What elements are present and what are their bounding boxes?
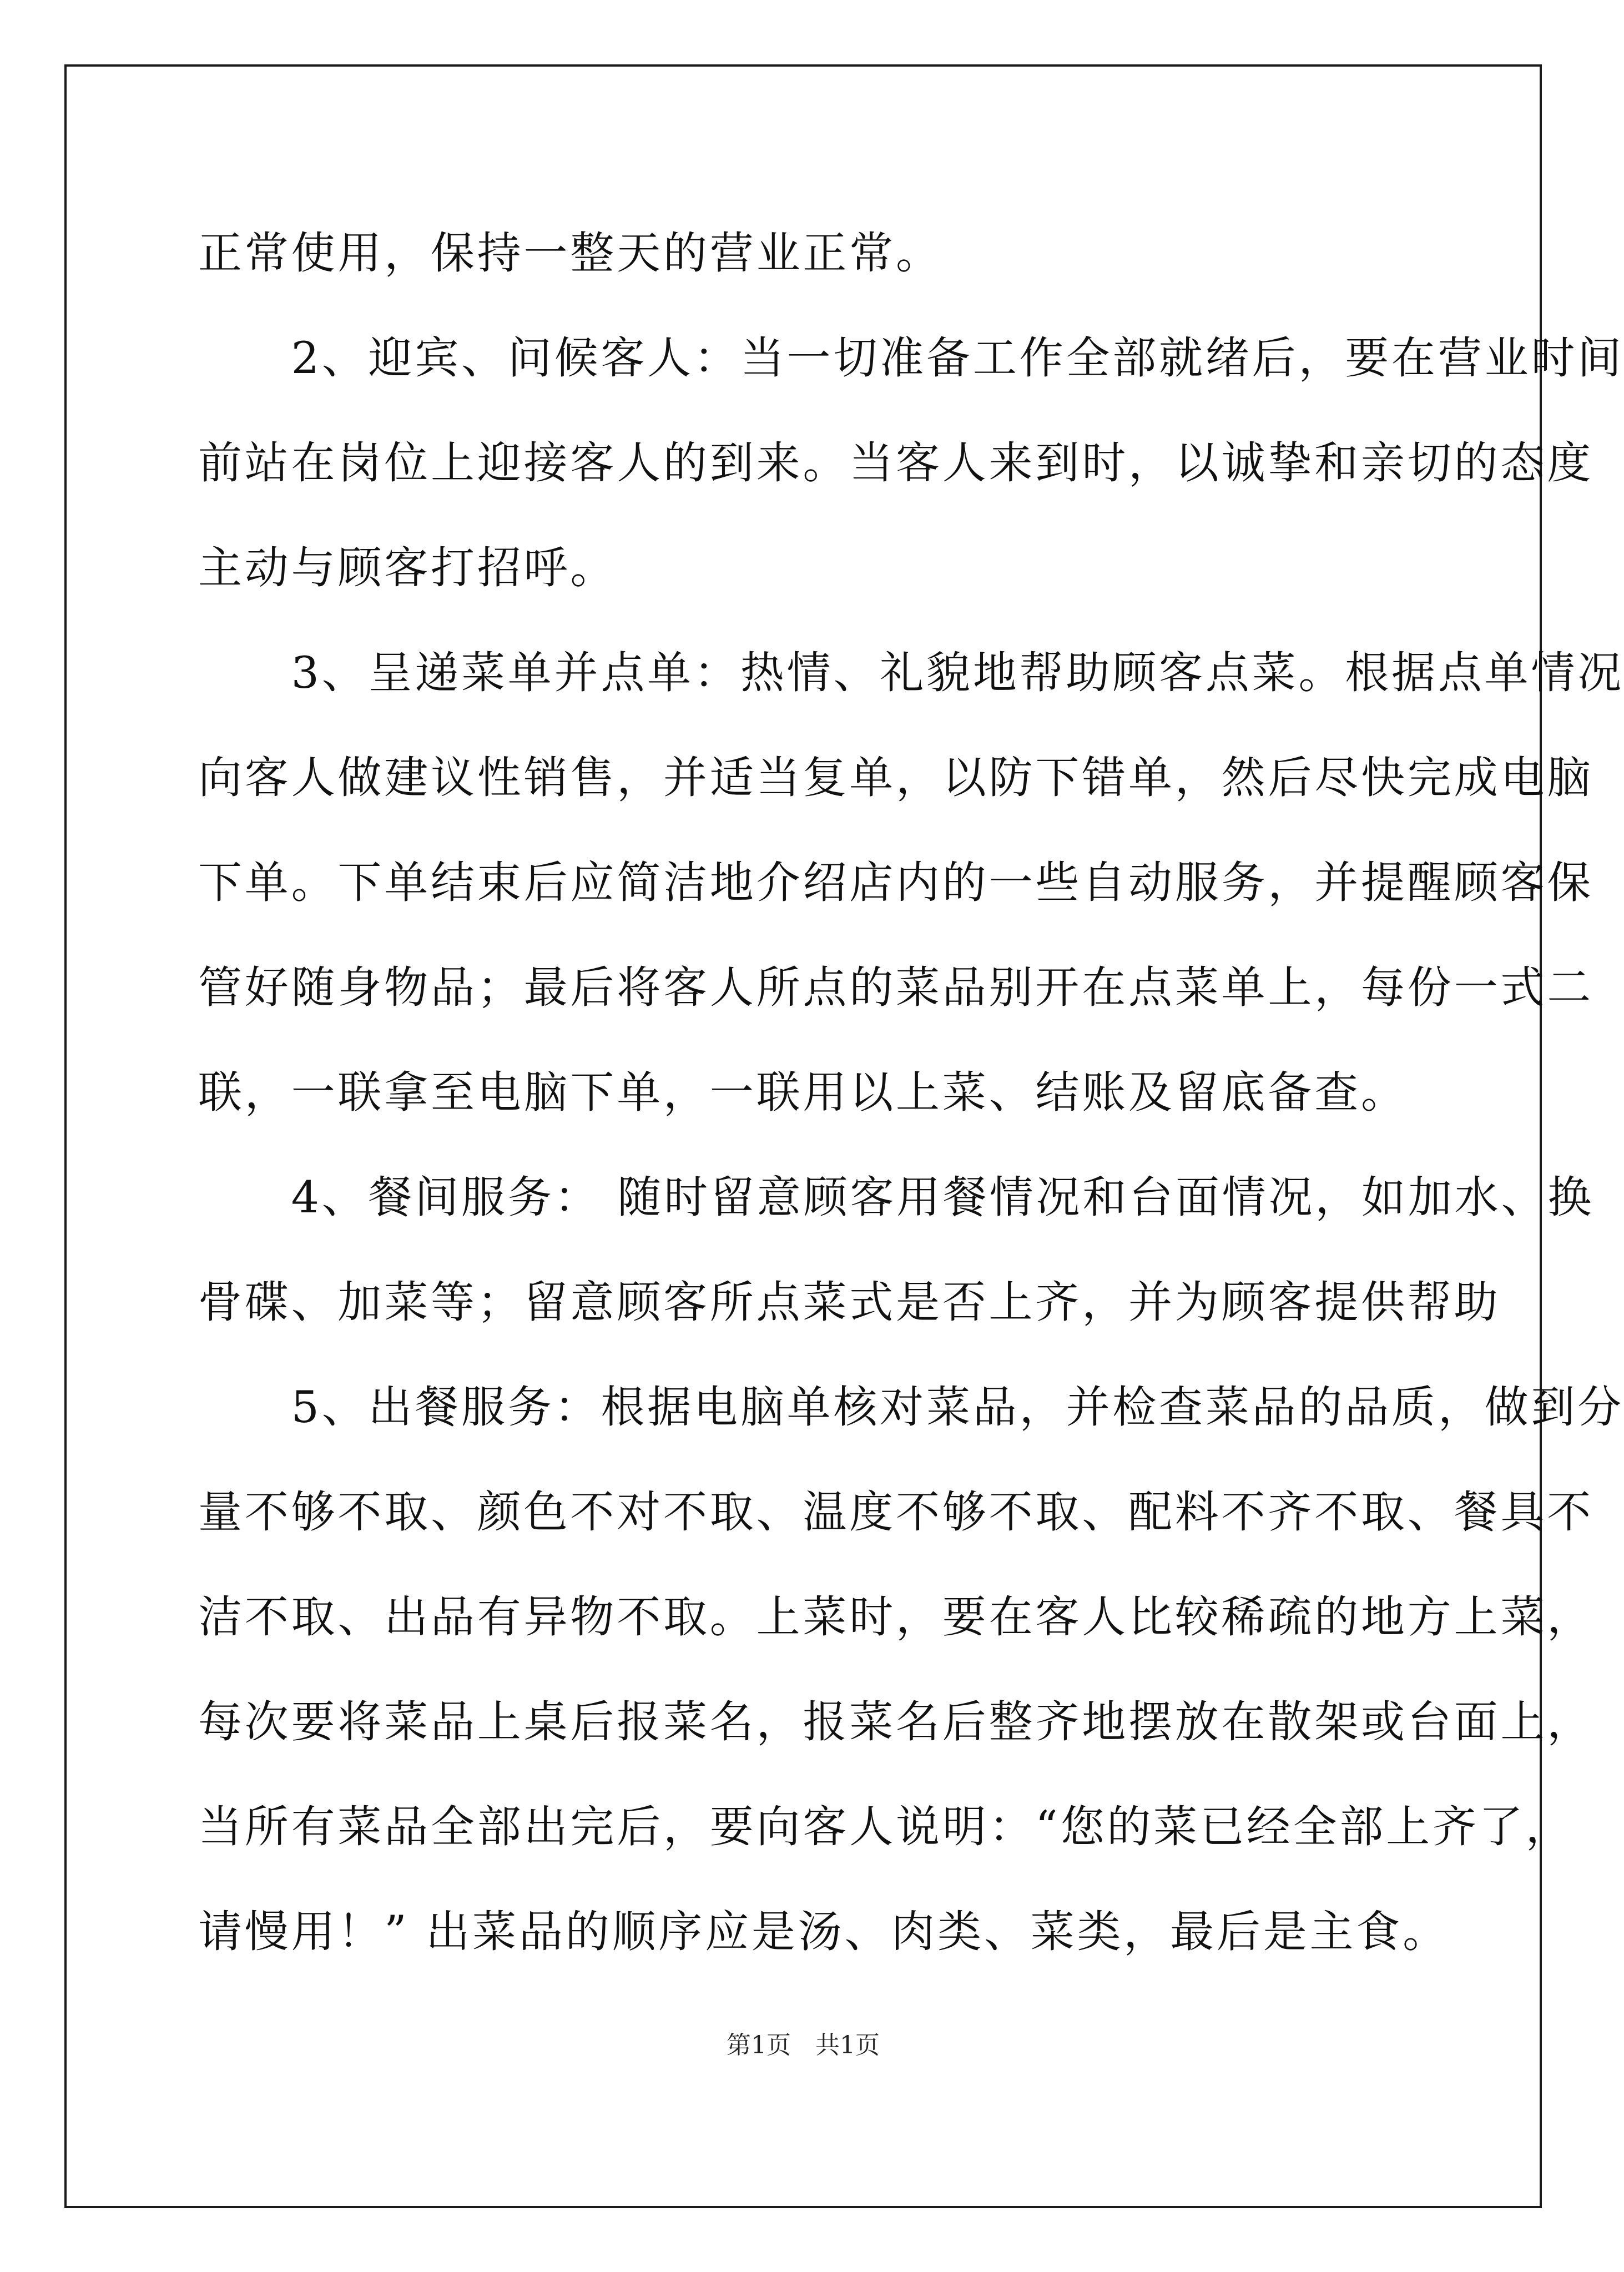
text-line: 3、呈递菜单并点单：热情、礼貌地帮助顾客点菜。根据点单情况 — [198, 647, 1624, 698]
text-line: 正常使用，保持一整天的营业正常。 — [198, 228, 942, 279]
text-line: 2、迎宾、问候客人：当一切准备工作全部就绪后，要在营业时间 — [198, 333, 1624, 384]
text-line: 请慢用！” 出菜品的顺序应是汤、肉类、菜类，最后是主食。 — [198, 1906, 1449, 1957]
text-line: 向客人做建议性销售，并适当复单，以防下错单，然后尽快完成电脑 — [198, 752, 1593, 803]
text-line: 联，一联拿至电脑下单，一联用以上菜、结账及留底备查。 — [198, 1067, 1408, 1118]
text-line: 4、餐间服务： 随时留意顾客用餐情况和台面情况，如加水、换 — [198, 1172, 1595, 1223]
page-number-footer: 第1页 共1页 — [727, 2031, 880, 2059]
text-line: 洁不取、出品有异物不取。上菜时，要在客人比较稀疏的地方上菜， — [198, 1591, 1593, 1643]
text-line: 每次要将菜品上桌后报菜名，报菜名后整齐地摆放在散架或台面上， — [198, 1696, 1593, 1747]
document-body — [198, 201, 1624, 1984]
text-line: 主动与顾客打招呼。 — [198, 542, 617, 593]
text-line: 骨碟、加菜等；留意顾客所点菜式是否上齐，并为顾客提供帮助 — [198, 1277, 1501, 1328]
text-line: 下单。下单结束后应简洁地介绍店内的一些自动服务，并提醒顾客保 — [198, 857, 1593, 908]
text-line: 前站在岗位上迎接客人的到来。当客人来到时，以诚挚和亲切的态度 — [198, 437, 1593, 488]
text-line: 5、出餐服务：根据电脑单核对菜品，并检查菜品的品质，做到分 — [198, 1382, 1624, 1433]
text-line: 量不够不取、颜色不对不取、温度不够不取、配料不齐不取、餐具不 — [198, 1487, 1593, 1538]
text-line: 当所有菜品全部出完后，要向客人说明：“您的菜已经全部上齐了， — [198, 1801, 1572, 1852]
text-line: 管好随身物品；最后将客人所点的菜品别开在点菜单上，每份一式二 — [198, 962, 1593, 1013]
